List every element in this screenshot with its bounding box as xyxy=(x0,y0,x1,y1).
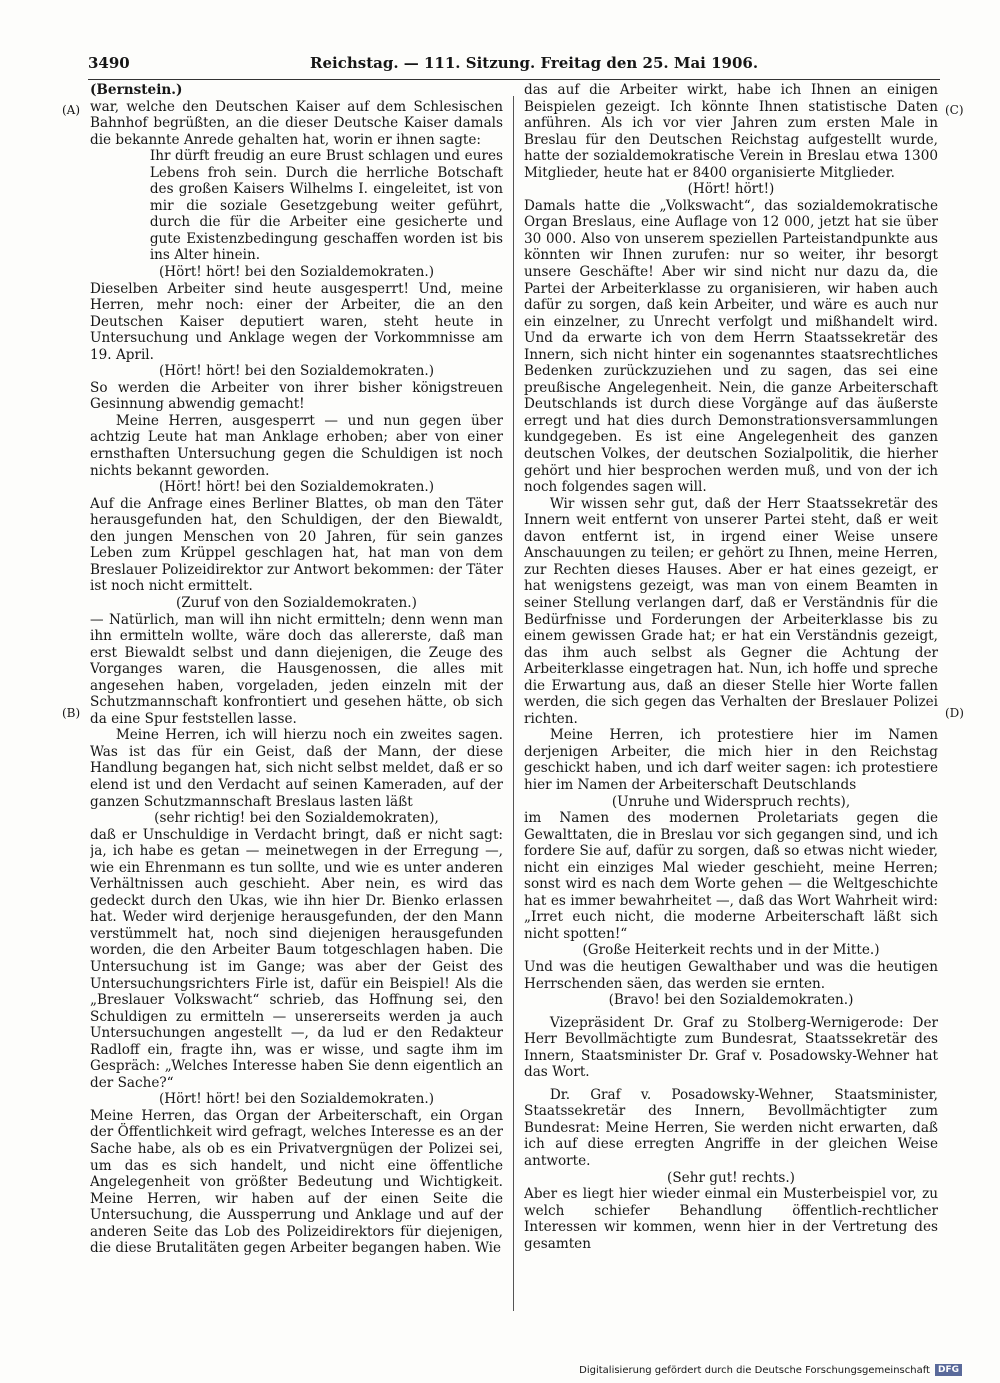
paragraph: Aber es liegt hier wieder einmal ein Musterbeispiel vor, zu welch schiefer Behandlung öffentlich-rechtlicher Interessen wir kommen, wenn hier in der Vertretung des gesamten xyxy=(524,1186,938,1252)
margin-label-c: (C) xyxy=(945,103,964,117)
interjection: (Bravo! bei den Sozialdemokraten.) xyxy=(608,992,854,1009)
paragraph: Und was die heutigen Gewalthaber und was die heutigen Herrschenden säen, das werden sie ernten. xyxy=(524,958,938,992)
interjection: (sehr richtig! bei den Sozialdemokraten), xyxy=(154,810,439,827)
paragraph: Meine Herren, ausgesperrt — und nun gegen über achtzig Leute hat man Anklage erhoben; aber von einer ernsthaften Untersuchung gegen die Schuldigen ist noch nichts bekannt geworden. xyxy=(90,412,503,479)
header-rule xyxy=(88,79,940,80)
paragraph: Dieselben Arbeiter sind heute ausgesperrt! Und, meine Herren, mehr noch: einer der Arbeiter, die an den Deutschen Kaiser deputiert waren, steht heute in Untersuchung und Anklage wegen der Vorkommnisse am 19. April. xyxy=(90,280,503,363)
paragraph: Damals hatte die „Volkswacht“, das sozialdemokratische Organ Breslaus, eine Auflage von 12 000, jetzt hat sie über 30 000. Also von unserem speziellen Parteistandpunkte aus könnten wir Ihnen zurufen: nur so weiter, ihr besorgt unsere Geschäfte! Aber wir sind nicht nur dazu da, die Partei der Arbeiterklasse zu organisieren, wir haben auch dafür zu sorgen, daß kein Arbeiter, und wäre es auch nur ein einzelner, zu Unrecht verfolgt und mißhandelt wird. Und da erwarte ich von dem Herrn Staatssekretär des Innern, sich nicht hinter ein sogenanntes staatsrechtliches Bedenken zurückzuziehen und zu sagen, das sei eine preußische Angelegenheit. Nein, die ganze Arbeiterschaft Deutschlands ist durch diese Vorgänge auf das äußerste erregt und hat dies durch Demonstrationsversammlungen kundgegeben. Es ist eine Angelegenheit des ganzen deutschen Volkes, der deutschen Sozialpolitik, die hierher gehört und hier besprochen werden muß, und von der ich noch folgendes sagen will. xyxy=(524,197,938,496)
margin-label-a: (A) xyxy=(62,103,81,117)
interjection: (Große Heiterkeit rechts und in der Mitte.) xyxy=(582,942,880,959)
paragraph: Meine Herren, das Organ der Arbeiterschaft, ein Organ der Öffentlichkeit wird gefragt, welches Interesse es an der Sache habe, als ob es ein Privatvergnügen der Polizei sei, um das es sich handelt, und nicht eine öffentliche Angelegenheit von größter Bedeutung und Wichtigkeit. Meine Herren, wir haben auf der einen Seite die Untersuchung, die Aussperrung und Anklage und auf der anderen Seite das Lob des Polizeidirektors für diejenigen, die diese Brutalitäten gegen Arbeiter begangen haben. Wie xyxy=(90,1107,503,1257)
interjection: (Hört! hört! bei den Sozialdemokraten.) xyxy=(158,479,434,496)
paragraph: Wir wissen sehr gut, daß der Herr Staatssekretär des Innern weit entfernt von unserer Partei steht, daß er weit davon entfernt ist, in irgend einer Weise unsere Anschauungen zu teilen; er gehört zu Ihnen, meine Herren, zur Rechten dieses Hauses. Aber er hat eines gezeigt, er hat wenigstens gezeigt, was man von einem Beamten in seiner Stellung verlangen darf, daß er Verständnis für die Bedürfnisse und Forderungen der Arbeiterklasse bis zu einem gewissen Grade hat; er hat ein Verständnis gezeigt, das ihm auch selbst als Gegner die Achtung der Arbeiterklasse eingetragen hat. Nun, ich hoffe und spreche die Erwartung aus, daß an dieser Stelle hier Worte fallen werden, die sich gegen das Verhalten der Breslauer Polizei richten. xyxy=(524,495,938,727)
paragraph: Meine Herren, ich will hierzu noch ein zweites sagen. Was ist das für ein Geist, daß der Mann, der diese Handlung begangen hat, sich nicht selbst meldet, daß er so elend ist und den Verdacht auf seinen Kameraden, auf der ganzen Schutzmannschaft Breslaus lasten läßt xyxy=(90,727,503,810)
paragraph: Auf die Anfrage eines Berliner Blattes, ob man den Täter herausgefunden hat, den Schuldigen, der den Biewaldt, den jungen Menschen von 20 Jahren, für sein ganzes Leben zum Krüppel geschlagen hat, hat man von dem Breslauer Polizeidirektor zur Antwort bekommen: der Täter ist noch nicht ermittelt. xyxy=(90,495,503,595)
paragraph: — Natürlich, man will ihn nicht ermitteln; denn wenn man ihn ermitteln wollte, wäre doch das allererste, daß man erst Biewaldt selbst und dann diejenigen, die Zeuge des Vorganges waren, die Hausgenossen, die alles mit angesehen haben, vorgeladen, jeden einzeln mit der Schutzmannschaft konfrontiert und gesehen hätte, ob sich da eine Spur feststellen lasse. xyxy=(90,611,503,727)
interjection: (Hört! hört! bei den Sozialdemokraten.) xyxy=(158,363,434,380)
paragraph: das auf die Arbeiter wirkt, habe ich Ihnen an einigen Beispielen gezeigt. Ich könnte Ihnen statistische Daten anführen. Als ich vor vier Jahren zum ersten Male in Breslau für den Deutschen Reichstag aufgestellt wurde, hatte der sozialdemokratische Verein in Breslau etwa 1300 Mitglieder, heute hat er 8400 organisierte Mitglieder. xyxy=(524,82,938,181)
paragraph: Vizepräsident Dr. Graf zu Stolberg-Wernigerode: Der Herr Bevollmächtigte zum Bundesrat, Staatssekretär des Innern, Staatsminister Dr. Graf v. Posadowsky-Wehner hat das Wort. xyxy=(524,1014,938,1081)
paragraph: So werden die Arbeiter von ihrer bisher königstreuen Gesinnung abwendig gemacht! xyxy=(90,379,503,413)
dfg-logo: DFG xyxy=(935,1364,962,1376)
interjection: (Sehr gut! rechts.) xyxy=(667,1169,795,1186)
footer xyxy=(579,1364,962,1376)
paragraph: Ihr dürft freudig an eure Brust schlagen und eures Lebens froh sein. Durch die herrliche Botschaft des großen Kaisers Wilhelms I. eingeleitet, ist von mir die soziale Gesetzgebung weiter geführt, durch die für die Arbeiter eine gesicherte und gute Existenzbedingung geschaffen worden ist bis ins Alter hinein. xyxy=(149,148,503,264)
margin-label-b: (B) xyxy=(62,706,81,720)
interjection: (Hört! hört! bei den Sozialdemokraten.) xyxy=(158,264,434,281)
interjection: (Zuruf von den Sozialdemokraten.) xyxy=(176,594,417,611)
column-divider xyxy=(513,96,514,1311)
footer-credit: Digitalisierung gefördert durch die Deutsche Forschungsgemeinschaft xyxy=(579,1364,930,1376)
paragraph: daß er Unschuldige in Verdacht bringt, daß er nicht sagt: ja, ich habe es getan — meinetwegen in der Erregung —, wie ein Ehrenmann es tun sollte, und wie es unter anderen Verhältnissen auch geschieht. Aber nein, es wird das gedeckt durch den Ukas, wie ihn hier Dr. Bienko erlassen hat. Weder wird derjenige herausgefunden, der den Mann verstümmelt hat, noch sind diejenigen herausgefunden worden, die den Arbeiter Baum totgeschlagen haben. Die Untersuchung ist im Gange; was aber der Geist des Untersuchungsrichters Firle ist, dafür ein Beispiel! Als die „Breslauer Volkswacht“ schrieb, das Hoffnung sei, den Schuldigen zu ermitteln — unsererseits werden ja auch Untersuchungen angestellt —, da lud er den Redakteur Radloff ein, fragte ihn, was er wisse, und sagte ihm im Gespräch: „Welches Interesse haben Sie denn eigentlich an der Sache?“ xyxy=(90,826,503,1091)
paragraph: war, welche den Deutschen Kaiser auf dem Schlesischen Bahnhof begrüßten, an die dieser Deutsche Kaiser damals die bekannte Anrede gehalten hat, worin er ihnen sagte: xyxy=(90,98,503,148)
interjection: (Hört! hört! bei den Sozialdemokraten.) xyxy=(158,1091,434,1108)
interjection: (Hört! hört!) xyxy=(687,181,775,198)
page-number: 3490 xyxy=(88,54,130,72)
paragraph: (Bernstein.) xyxy=(90,82,183,98)
running-title: Reichstag. — 111. Sitzung. Freitag den 25. Mai 1906. xyxy=(310,54,759,72)
interjection: (Unruhe und Widerspruch rechts), xyxy=(611,793,851,810)
left-column xyxy=(90,82,503,1312)
paragraph: Meine Herren, ich protestiere hier im Namen derjenigen Arbeiter, die mich hier in den Reichstag geschickt haben, und ich darf weiter sagen: ich protestiere hier im Namen der Arbeiterschaft Deutschlands xyxy=(524,727,938,793)
paragraph: im Namen des modernen Proletariats gegen die Gewalttaten, die in Breslau vor sich gegangen sind, und ich fordere Sie auf, dafür zu sorgen, daß so etwas nicht wieder, nicht ein einziges Mal wieder geschieht, meine Herren; sonst wird es nach dem Worte gehen — die Weltgeschichte hat es immer bewahrheitet —, daß das Wort Wahrheit wird: „Irret euch nicht, die moderne Arbeiterschaft läßt sich nicht spotten!“ xyxy=(524,810,938,942)
paragraph: Dr. Graf v. Posadowsky-Wehner, Staatsminister, Staatssekretär des Innern, Bevollmächtigter zum Bundesrat: Meine Herren, Sie werden nicht erwarten, daß ich auf diese erregten Angriffe in der gleichen Weise antworte. xyxy=(524,1086,938,1169)
margin-label-d: (D) xyxy=(945,706,964,720)
right-column xyxy=(524,82,938,1312)
